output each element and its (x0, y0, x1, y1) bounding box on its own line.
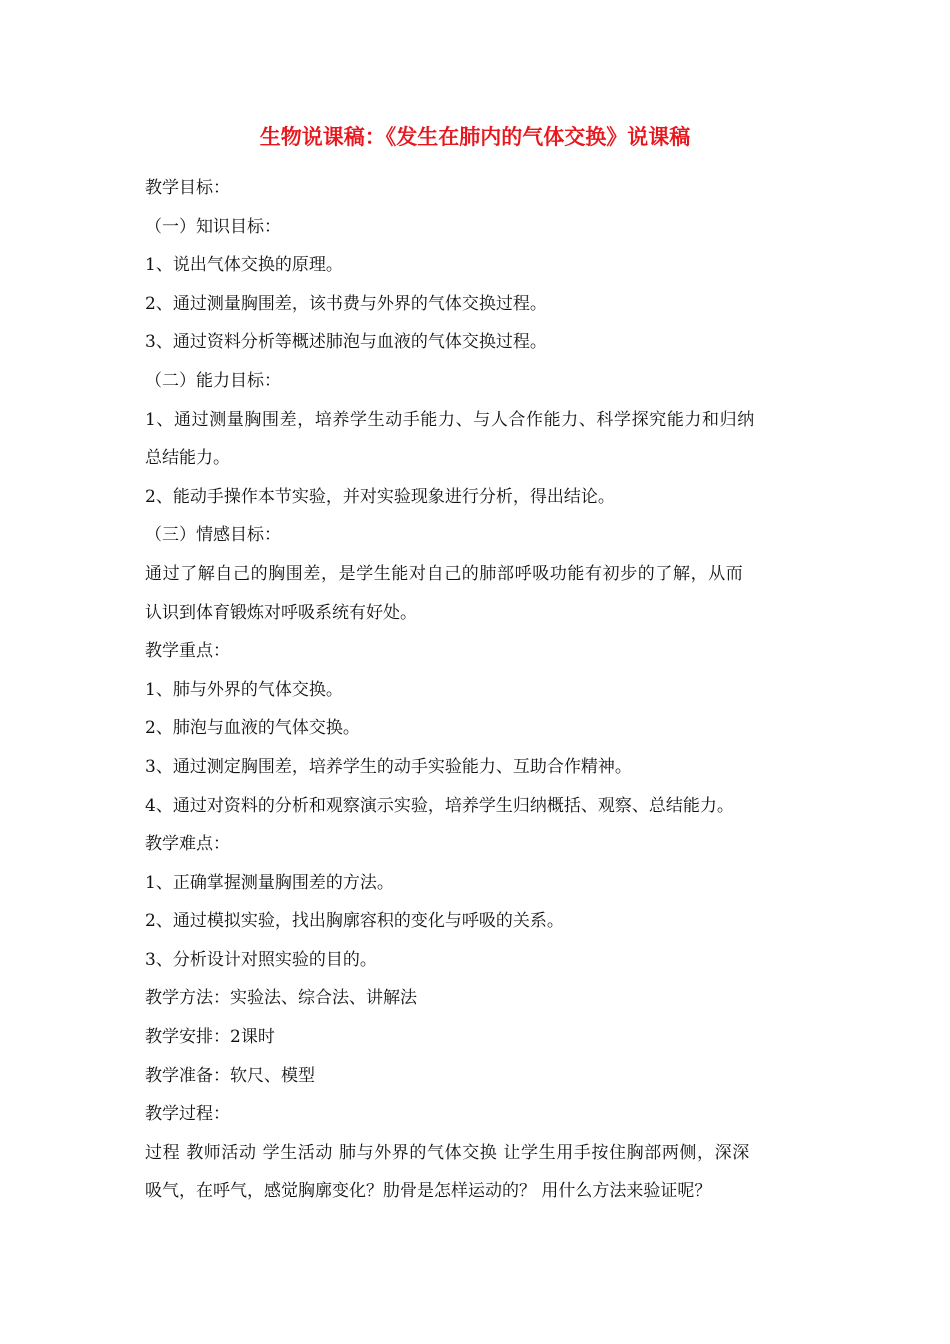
list-item: 2、通过测量胸围差，该书费与外界的气体交换过程。 (145, 293, 547, 314)
list-item: 1、肺与外界的气体交换。 (145, 679, 343, 700)
heading-key-points: 教学重点： (145, 641, 230, 662)
subheading-ability-goals: （二）能力目标： (145, 370, 281, 391)
list-item: 1、正确掌握测量胸围差的方法。 (145, 872, 394, 893)
list-item: 2、能动手操作本节实验，并对实验现象进行分析，得出结论。 (145, 486, 615, 507)
list-item: 3、通过测定胸围差，培养学生的动手实验能力、互助合作精神。 (145, 756, 632, 777)
list-item: 1、通过测量胸围差，培养学生动手能力、与人合作能力、科学探究能力和归纳 (145, 409, 755, 430)
teaching-methods: 教学方法：实验法、综合法、讲解法 (145, 988, 417, 1009)
heading-teaching-process: 教学过程： (145, 1104, 230, 1125)
paragraph-line: 通过了解自己的胸围差，是学生能对自己的肺部呼吸功能有初步的了解，从而 (145, 563, 744, 584)
subheading-emotional-goals: （三）情感目标： (145, 525, 281, 546)
list-item: 2、肺泡与血液的气体交换。 (145, 718, 360, 739)
document-body (145, 169, 817, 1211)
document-title: 生物说课稿：《发生在肺内的气体交换》说课稿 (259, 124, 691, 149)
list-item-continuation: 总结能力。 (145, 448, 230, 469)
heading-teaching-goals: 教学目标： (145, 178, 230, 198)
heading-difficult-points: 教学难点： (145, 834, 230, 855)
paragraph-line: 过程 教师活动 学生活动 肺与外界的气体交换 让学生用手按住胸部两侧，深深 (145, 1142, 750, 1163)
paragraph-line: 吸气，在呼气，感觉胸廓变化？肋骨是怎样运动的？ 用什么方法来验证呢？ (145, 1181, 712, 1202)
list-item: 1、说出气体交换的原理。 (145, 255, 343, 276)
list-item: 2、通过模拟实验，找出胸廓容积的变化与呼吸的关系。 (145, 911, 564, 932)
subheading-knowledge-goals: （一）知识目标： (145, 216, 281, 237)
list-item: 4、通过对资料的分析和观察演示实验，培养学生归纳概括、观察、总结能力。 (145, 795, 734, 816)
list-item: 3、分析设计对照实验的目的。 (145, 949, 377, 970)
paragraph-line: 认识到体育锻炼对呼吸系统有好处。 (145, 602, 417, 623)
teaching-schedule: 教学安排：2课时 (145, 1027, 275, 1048)
list-item: 3、通过资料分析等概述肺泡与血液的气体交换过程。 (145, 332, 547, 353)
teaching-preparation: 教学准备：软尺、模型 (145, 1065, 315, 1086)
